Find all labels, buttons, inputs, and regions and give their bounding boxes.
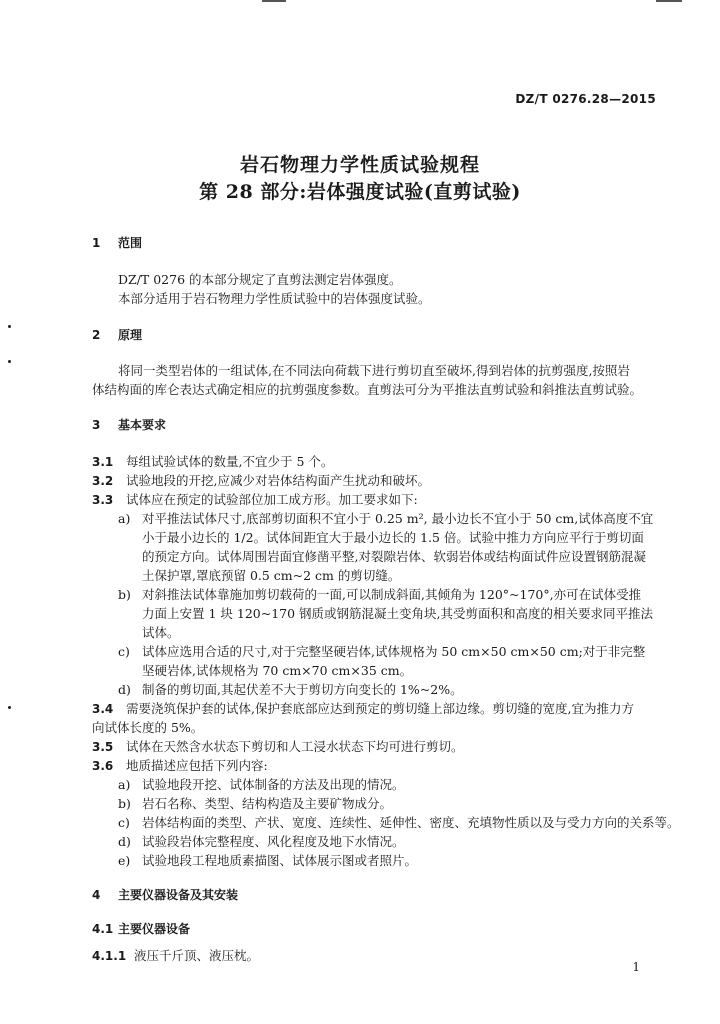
list-text: 岩体结构面的类型、产状、宽度、连续性、延伸性、密度、充填物性质以及与受力方向的关系等。 [142,815,680,830]
list-item-d [118,832,405,851]
document-subtitle: 第 28 部分:岩体强度试验(直剪试验) [199,181,521,203]
clause-text: 需要浇筑保护套的试体,保护套底部应达到预定的剪切缝上部边缘。剪切缝的宽度,宜为推力方 [126,701,634,716]
paragraph: 本部分适用于岩石物理力学性质试验中的岩体强度试验。 [118,291,431,306]
list-line: 对斜推法试体靠施加剪切载荷的一面,可以制成斜面,其倾角为 120°~170°,亦可在试体受推 [142,587,642,602]
clause-number: 4.1.1 [92,949,127,963]
list-label: a) [118,777,131,792]
clause-number: 3.3 [92,493,114,507]
list-text: 试验段岩体完整程度、风化程度及地下水情况。 [142,834,405,849]
clause-text: 每组试验试体的数量,不宜少于 5 个。 [126,454,334,469]
section-heading-2 [92,326,142,345]
section-heading-1 [92,234,142,253]
scan-mark-top-right [656,0,682,2]
scan-speck [8,706,11,709]
clause-text: 试体在天然含水状态下剪切和人工浸水状态下均可进行剪切。 [126,739,464,754]
clause-number: 3.6 [92,759,114,773]
list-line: 试体。 [142,625,180,640]
list-label: a) [118,511,131,526]
list-label: c) [118,815,130,830]
subsection-heading-4-1 [92,920,190,939]
section-heading-4 [92,886,238,905]
list-label: d) [118,682,131,697]
clause-text: 地质描述应包括下列内容: [126,758,268,773]
clause-number: 3.5 [92,740,114,754]
clause-3-1 [92,452,333,472]
paragraph-line: 将同一类型岩体的一组试体,在不同法向荷载下进行剪切直至破坏,得到岩体的抗剪强度,按照岩 [118,363,630,378]
list-line: 对平推法试体尺寸,底部剪切面积不宜小于 0.25 m², 最小边长不宜小于 50 cm,试体高度不宜 [142,511,654,526]
list-line: 土保护罩,罩底预留 0.5 cm~2 cm 的剪切缝。 [142,568,401,583]
clause-number: 3.2 [92,474,114,488]
clause-text-continued: 向试体长度的 5%。 [92,720,204,735]
clause-text: 试体应在预定的试验部位加工成方形。加工要求如下: [126,492,418,507]
clause-text: 试验地段的开挖,应减少对岩体结构面产生扰动和破坏。 [126,473,430,488]
scan-speck [8,325,11,328]
clause-3-4 [92,699,634,719]
list-item-c [118,813,680,832]
list-line: 小于最小边长的 1/2。试体间距宜大于最小边长的 1.5 倍。试验中推力方向应平行于剪切面 [142,530,644,545]
section-title: 基本要求 [118,418,167,432]
list-line: 的预定方向。试体周围岩面宜修凿平整,对裂隙岩体、软弱岩体或结构面试件应设置钢筋混凝 [142,549,646,564]
clause-4-1-1 [92,946,259,966]
document-title: 岩石物理力学性质试验规程 [239,154,480,176]
list-text: 岩石名称、类型、结构构造及主要矿物成分。 [142,796,393,811]
list-item-c [118,642,645,661]
paragraph: DZ/T 0276 的本部分规定了直剪法测定岩体强度。 [118,272,402,287]
list-item-d [118,680,463,699]
list-label: d) [118,834,131,849]
section-number: 4 [92,888,101,902]
section-title: 范围 [118,236,143,250]
clause-3-3 [92,490,418,510]
clause-3-2 [92,471,430,491]
list-label: b) [118,796,131,811]
list-line: 坚硬岩体,试体规格为 70 cm×70 cm×35 cm。 [142,663,413,678]
scan-speck [8,360,11,363]
list-item-e [118,851,417,870]
section-number: 3 [92,418,101,432]
page-number: 1 [632,960,640,974]
list-label: e) [118,853,131,868]
list-text: 试验地段开挖、试体制备的方法及出现的情况。 [142,777,405,792]
clause-3-5 [92,737,464,757]
section-title: 原理 [118,328,143,342]
section-number: 2 [92,328,101,342]
clause-number: 3.4 [92,702,114,716]
list-item-a [118,509,653,528]
list-label: c) [118,644,130,659]
list-item-a [118,775,405,794]
scan-mark-top-left [262,0,286,2]
list-line: 试体应选用合适的尺寸,对于完整坚硬岩体,试体规格为 50 cm×50 cm×50 cm;对于非完整 [142,644,646,659]
section-number: 1 [92,236,101,250]
standard-code: DZ/T 0276.28—2015 [515,92,656,106]
list-line: 力面上安置 1 块 120~170 钢质或钢筋混凝土变角块,其受剪面积和高度的相关要求同平推法 [142,606,654,621]
list-line: 制备的剪切面,其起伏差不大于剪切方向变长的 1%~2%。 [142,682,463,697]
subsection-title: 主要仪器设备 [118,922,191,936]
subsection-number: 4.1 [92,922,114,936]
section-title: 主要仪器设备及其安装 [118,888,239,902]
section-heading-3 [92,416,166,435]
list-text: 试验地段工程地质素描图、试体展示图或者照片。 [142,853,418,868]
list-label: b) [118,587,131,602]
clause-number: 3.1 [92,455,114,469]
clause-3-6 [92,756,268,776]
clause-text: 液压千斤顶、液压枕。 [134,948,260,963]
list-item-b [118,585,641,604]
list-item-b [118,794,392,813]
paragraph-line: 体结构面的库仑表达式确定相应的抗剪强度参数。直剪法可分为平推法直剪试验和斜推法直剪试验。 [92,382,643,397]
